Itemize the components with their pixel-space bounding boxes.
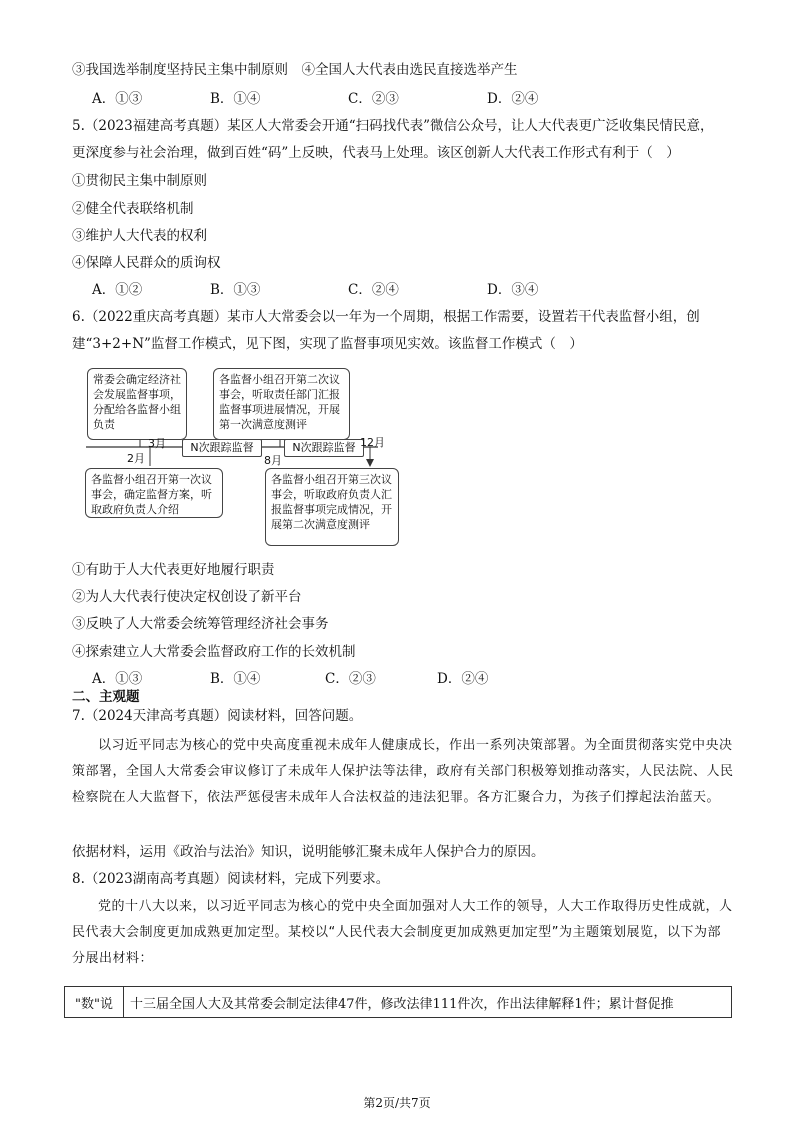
table-cell-text: 十三届全国人大及其常委会制定法律47件，修改法律111件次，作出法律解释1件；累计督促推 [124, 987, 732, 1018]
n-tracking-2: N次跟踪监督 [284, 439, 364, 457]
q4-option-b: B．①④ [210, 91, 261, 107]
table-cell-label: "数"说 [65, 987, 124, 1018]
box-third-meeting: 各监督小组召开第三次议事会，听取政府负责人汇报监督事项完成情况，开展第二次满意度测评 [265, 468, 399, 546]
label-aug: 8月 [264, 454, 282, 467]
q6-option-d: D．②④ [437, 671, 489, 687]
q4-option-c: C．②③ [348, 91, 399, 107]
q5-statement-3: ③维护人大代表的权利 [72, 228, 207, 244]
label-feb: 2月 [127, 452, 145, 465]
q6-statement-2: ②为人大代表行使决定权创设了新平台 [72, 589, 302, 605]
q8-material: 党的十八大以来，以习近平同志为核心的党中央全面加强对人大工作的领导，人大工作取得历史性成就，人民代表大会制度更加成熟更加定型。某校以“人民代表大会制度更加成熟更加定型”为主题策划展览，以下为部分展出材料： [72, 899, 733, 966]
label-mar: 3月 [148, 437, 166, 450]
q7-material: 以习近平同志为核心的党中央高度重视未成年人健康成长，作出一系列决策部署。为全面贯彻落实党中央决策部署，全国人大常委会审议修订了未成年人保护法等法律，政府有关部门积极筹划推动落实，人民法院、人民检察院在人大监督下，依法严惩侵害未成年人合法权益的违法犯罪。各方汇聚合力，为孩子们撑起法治蓝天。 [72, 738, 734, 805]
q5-option-b: B．①③ [210, 282, 261, 298]
box-second-meeting: 各监督小组召开第二次议事会，听取责任部门汇报监督事项进展情况，开展第一次满意度测评 [213, 368, 350, 440]
q5-option-a: A．①② [92, 282, 143, 298]
q7-head: 7.（2024天津高考真题）阅读材料，回答问题。 [72, 708, 363, 724]
q7-question: 依据材料，运用《政治与法治》知识，说明能够汇聚未成年人保护合力的原因。 [72, 844, 545, 860]
q6-option-b: B．①④ [210, 671, 261, 687]
q6-stem-line2: 建“3+2+N”监督工作模式，见下图，实现了监督事项见实效。该监督工作模式（ ） [72, 336, 583, 352]
page-footer: 第2页/共7页 [363, 1096, 431, 1110]
q5-statement-2: ②健全代表联络机制 [72, 201, 194, 217]
q5-stem-line1: 5.（2023福建高考真题）某区人大常委会开通“扫码找代表”微信公众号，让人大代表更广泛收集民情民意， [72, 118, 714, 134]
q6-statement-1: ①有助于人大代表更好地履行职责 [72, 562, 275, 578]
q4-option-d: D．②④ [487, 91, 539, 107]
q5-stem-line2: 更深度参与社会治理，做到百姓“码”上反映，代表马上处理。该区创新人大代表工作形式有利于（ ） [72, 145, 680, 161]
q5-option-d: D．③④ [487, 282, 539, 298]
q5-statement-4: ④保障人民群众的质询权 [72, 255, 221, 271]
q6-statement-4: ④探索建立人大常委会监督政府工作的长效机制 [72, 644, 356, 660]
q5-option-c: C．②④ [348, 282, 399, 298]
n-tracking-1: N次跟踪监督 [182, 439, 262, 457]
section-title-subjective: 二、主观题 [72, 689, 140, 705]
q6-option-a: A．①③ [92, 671, 143, 687]
box-first-meeting: 各监督小组召开第一次议事会，确定监督方案，听取政府负责人介绍 [85, 468, 223, 518]
q5-statement-1: ①贯彻民主集中制原则 [72, 173, 207, 189]
label-dec: 12月 [360, 436, 385, 449]
q4-statement-line: ③我国选举制度坚持民主集中制原则 ④全国人大代表由选民直接选举产生 [72, 62, 518, 78]
q4-option-a: A．①③ [92, 91, 143, 107]
box-committee-assigns: 常委会确定经济社会发展监督事项，分配给各监督小组负责 [87, 368, 187, 440]
q8-head: 8.（2023湖南高考真题）阅读材料，完成下列要求。 [72, 871, 390, 887]
q6-stem-line1: 6.（2022重庆高考真题）某市人大常委会以一年为一个周期，根据工作需要，设置若干代表监督小组，创 [72, 309, 700, 325]
table-row [65, 987, 732, 1018]
q6-statement-3: ③反映了人大常委会统筹管理经济社会事务 [72, 616, 329, 632]
exhibit-table [64, 986, 732, 1018]
q6-option-c: C．②③ [325, 671, 376, 687]
